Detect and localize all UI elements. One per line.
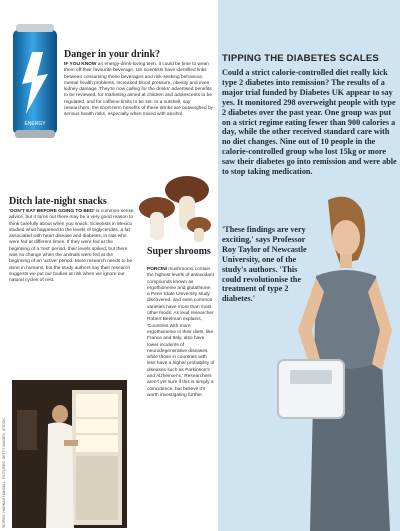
snacks-article-body [9,209,134,285]
mushroom-article-body [147,267,215,399]
mushroom-article-text: mushrooms contain the highest levels of antioxidant compounds known as ergothioneine and glutathione, a Penn State University study discovered, and even common varieties have more than most other foods. As lead researcher Robert Beelman explains, 'Countries with more ergothioneine in their diets, like France and Italy, also have lower incidents of neurodegenerative diseases, while those in countries with less have a higher probability of diseases such as Parkinson's and Alzheimer's.' Researchers aren't yet sure if this is simply a coincidence, but believe it's worth investigating further. [147,267,215,398]
late-night-fridge-photo [12,380,127,528]
snacks-article-title: Ditch late-night snacks [9,196,107,207]
right-panel [218,0,400,531]
energy-article-title: Danger in your drink? [64,49,161,60]
diabetes-article-title: TIPPING THE DIABETES SCALES [222,53,379,64]
mushroom-article-kicker: PORCINI [147,267,167,272]
diabetes-article-body: Could a strict calorie-controlled diet really kick type 2 diabetes into remission? The results of a major trial funded by Diabetes UK appear to say yes. It monitored 298 overweight people with type 2 diabetes over the past year. One group was put on a strict regime eating fewer than 900 calories a day, while the other received standard care with no diet changes. Nine out of 10 people in the calorie-controlled group who lost 15kg or more saw their diabetes go into remission and were able to stop taking medication. [222,68,397,177]
energy-drink-can-image [10,22,60,140]
energy-article-kicker: IF YOU KNOW [64,62,97,67]
mushroom-article-title: Super shrooms [147,246,211,257]
porcini-mushrooms-image [135,170,217,248]
energy-article-body [64,62,214,119]
diabetes-article-quote: 'These findings are very exciting,' says Professor Roy Taylor of Newcastle University, one of the study's authors. 'This could revolutionise the treatment of type 2 diabetes.' [222,225,307,304]
photo-credit: WORDS: HANNAH HANSELL. PICTURES: GETTY IMAGES, ISTOCK. [2,417,6,528]
snacks-article-kicker: 'DON'T EAT BEFORE GOING TO BED' [9,209,95,214]
can-label: ENERGY [24,121,46,127]
snacks-article-text: is common-sense advice, but it turns out there may be a very good reason to think carefully about when you snack. Scientists in Mexico studied what happened to the levels of triglycerides, a fat associated with heart disease and diabetes, in rats who were fed at different times. If they were fed at the beginning of a 'rest' period, their levels spiked, but there was no change when the animals were fed at the beginning of an 'active' period. More research needs to be done in humans, but the study authors say their research suggests we put our bodies at risk when we ignore our natural cycles of rest. [9,209,134,284]
energy-article-text: an energy-drink-loving teen, it could be time to wean them off their favourite beverage. US scientists have identified links between consuming these beverages and risk-seeking behaviour, mental health problems, increased blood pressure, obesity and even kidney damage. They're now calling for the drinks' advertised benefits to be reviewed, for marketing aimed at children and adolescents to be regulated, and for caffeine limits to be set. In a nutshell, say researchers, the short-term benefits of these drinks are outweighed by serious health risks, especially when mixed with alcohol. [64,62,214,118]
